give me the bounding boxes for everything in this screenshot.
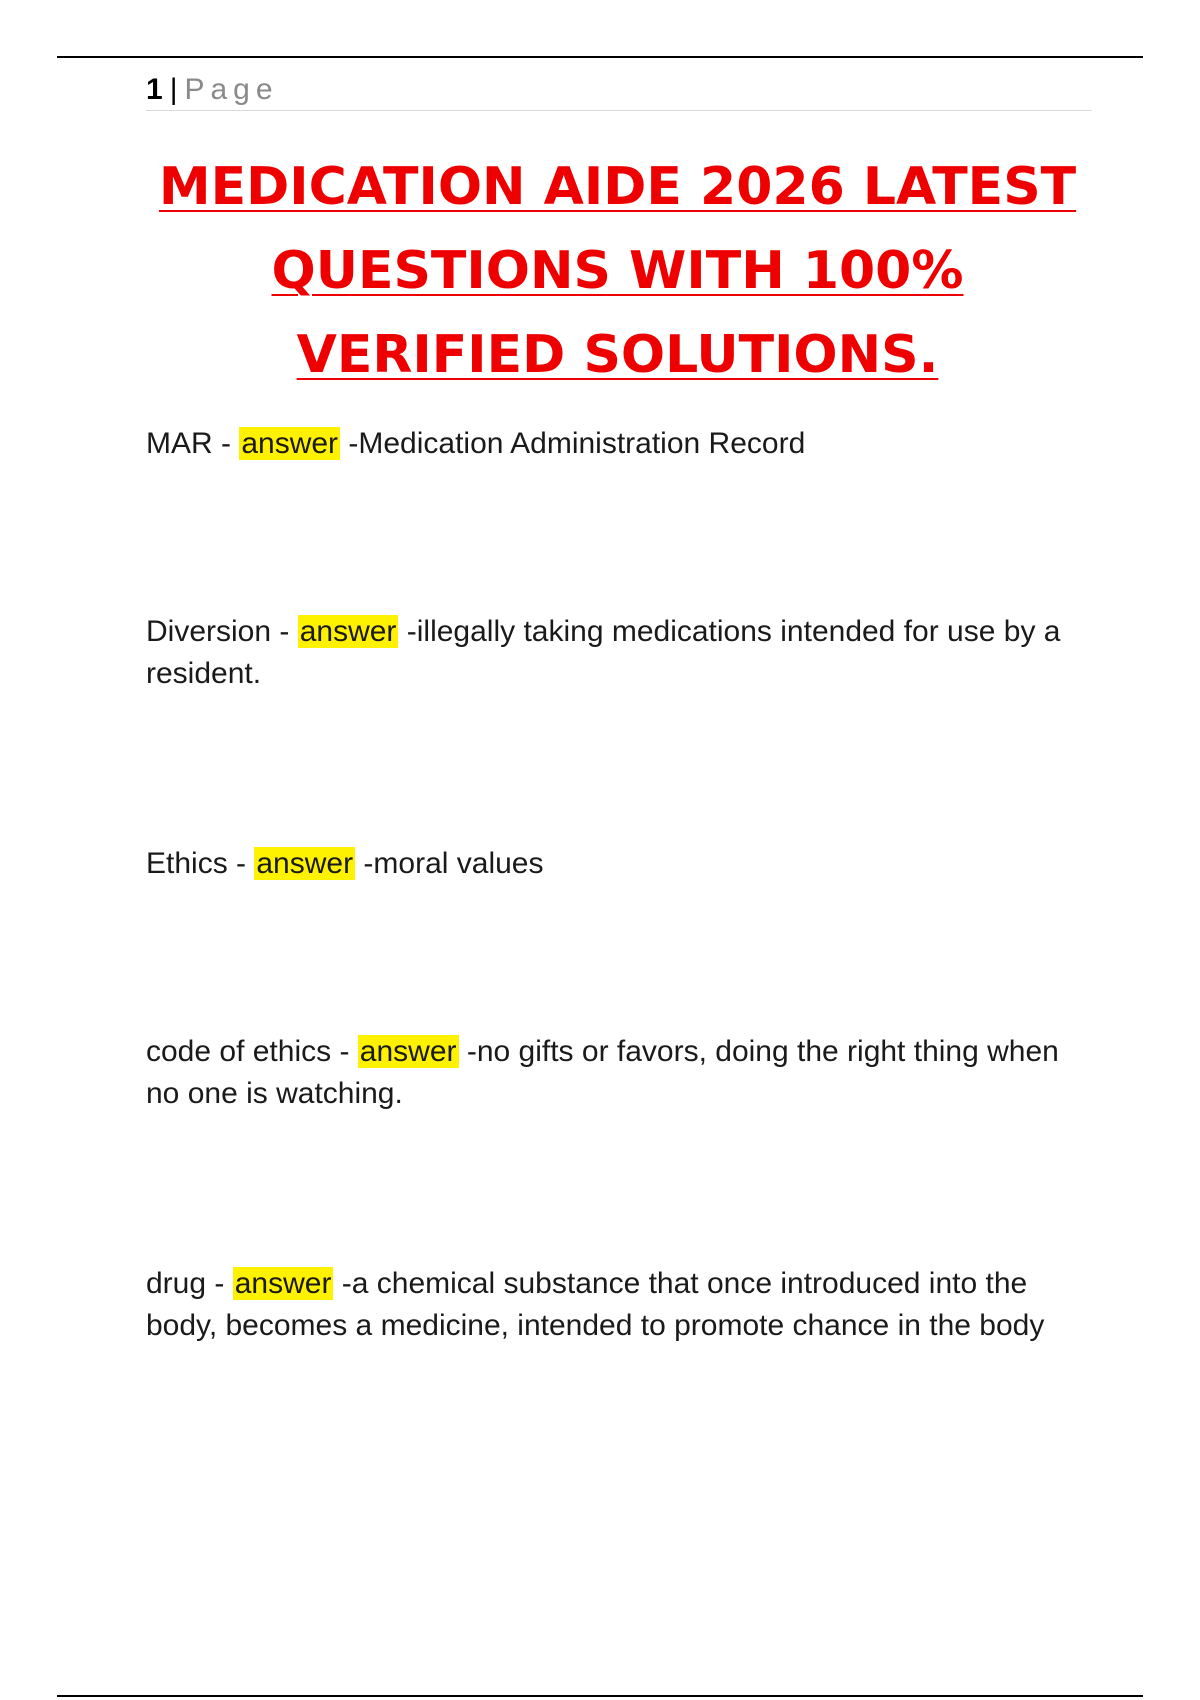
page-number: 1 bbox=[146, 73, 164, 106]
entry-term: MAR - bbox=[146, 427, 240, 460]
qa-entry-diversion bbox=[146, 611, 1096, 695]
answer-highlight: answer bbox=[241, 427, 339, 460]
document-title bbox=[120, 145, 1115, 397]
bottom-rule bbox=[57, 1695, 1143, 1697]
entry-definition: -illegally taking medications intended for use by a resident. bbox=[146, 615, 1061, 690]
entry-term: Ethics - bbox=[146, 847, 255, 880]
entry-definition: -Medication Administration Record bbox=[340, 427, 806, 460]
entry-term: Diversion - bbox=[146, 615, 298, 648]
answer-highlight: answer bbox=[256, 847, 354, 880]
answer-highlight: answer bbox=[234, 1267, 332, 1300]
page-label: Page bbox=[184, 73, 279, 106]
answer-highlight: answer bbox=[359, 1035, 457, 1068]
page-separator: | bbox=[169, 73, 179, 106]
entry-definition: -a chemical substance that once introduced into the body, becomes a medicine, intended to promote chance in the body bbox=[146, 1267, 1045, 1342]
entry-definition: -no gifts or favors, doing the right thing when no one is watching. bbox=[146, 1035, 1059, 1110]
title-line-2: QUESTIONS WITH 100% bbox=[271, 241, 964, 301]
entry-term: code of ethics - bbox=[146, 1035, 358, 1068]
answer-highlight: answer bbox=[299, 615, 397, 648]
page-header bbox=[146, 70, 1092, 111]
qa-entry-code-of-ethics bbox=[146, 1031, 1096, 1115]
qa-entry-ethics bbox=[146, 843, 1096, 885]
qa-entry-drug bbox=[146, 1263, 1096, 1347]
top-rule bbox=[57, 56, 1143, 58]
entry-definition: -moral values bbox=[355, 847, 544, 880]
title-line-1: MEDICATION AIDE 2026 LATEST bbox=[158, 157, 1077, 217]
title-line-3: VERIFIED SOLUTIONS. bbox=[296, 325, 939, 385]
qa-entry-mar bbox=[146, 423, 1096, 465]
entry-term: drug - bbox=[146, 1267, 233, 1300]
